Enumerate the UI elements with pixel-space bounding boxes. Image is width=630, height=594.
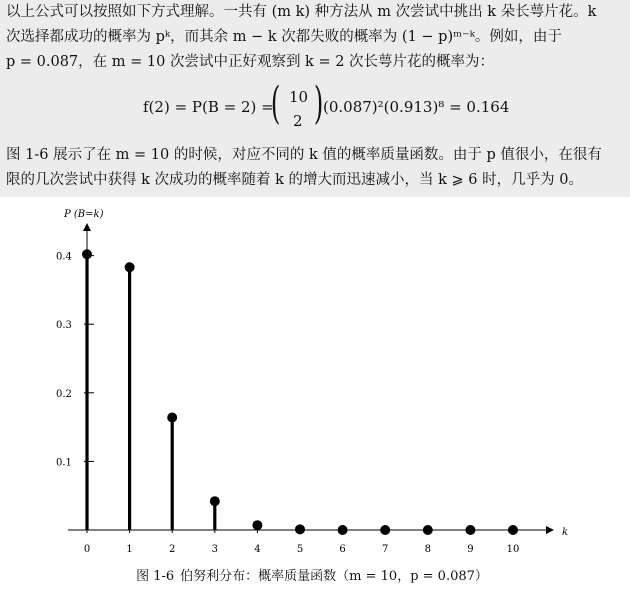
stem-marker-k0 xyxy=(82,249,92,259)
binomial-coefficient xyxy=(270,78,324,136)
x-tick-label: 3 xyxy=(211,544,218,555)
x-tick-label: 6 xyxy=(339,544,346,555)
y-tick-label: 0.3 xyxy=(56,320,72,332)
stem-marks xyxy=(82,249,518,535)
y-axis-arrow xyxy=(83,223,91,231)
paragraph-2 xyxy=(6,143,626,193)
y-tick-label: 0.2 xyxy=(56,388,72,400)
binom-bottom: 2 xyxy=(293,112,303,130)
x-tick-label: 0 xyxy=(83,544,91,555)
para2-line2: 限的几次尝试中获得 k 次成功的概率随着 k 的增大而迅速减小，当 k ⩾ 6 时，几乎为 0。 xyxy=(6,172,583,188)
stem-marker-k7 xyxy=(380,525,390,535)
para1-line3: p = 0.087，在 m = 10 次尝试中正好观察到 k = 2 次长萼片花的概率为： xyxy=(6,54,495,70)
left-paren: ( xyxy=(270,78,281,129)
x-tick-label: 7 xyxy=(382,544,389,555)
x-tick-label: 10 xyxy=(506,544,520,555)
stem-marker-k4 xyxy=(252,520,262,530)
y-tick-label: 0.1 xyxy=(56,457,72,469)
y-tick-label: 0.4 xyxy=(56,251,72,263)
y-axis-title: P (B=k) xyxy=(64,209,104,220)
axes xyxy=(56,209,568,555)
binomial-equation xyxy=(0,78,630,136)
stem-marker-k8 xyxy=(423,525,433,535)
equation-rhs: (0.087)²(0.913)⁸ = 0.164 xyxy=(323,98,510,116)
x-tick-label: 1 xyxy=(126,544,133,555)
equation-lhs: f(2) = P(B = 2) = xyxy=(143,98,274,116)
caption-text: 伯努利分布：概率质量函数（m = 10，p = 0.087） xyxy=(180,569,488,584)
x-tick-label: 5 xyxy=(296,544,304,555)
x-axis-arrow xyxy=(546,526,554,534)
stem-marker-k9 xyxy=(465,525,475,535)
stem-marker-k1 xyxy=(125,262,135,272)
x-tick-label: 8 xyxy=(424,544,431,555)
text-band xyxy=(0,0,630,197)
para1-line2: 次选择都成功的概率为 pᵏ，而其余 m − k 次都失败的概率为 (1 − p)ᵐ⁻ᵏ。例如，由于 xyxy=(6,29,562,45)
x-tick-label: 2 xyxy=(169,544,176,555)
x-tick-label: 9 xyxy=(467,544,474,555)
stem-marker-k3 xyxy=(210,496,220,506)
para1-line1: 以上公式可以按照如下方式理解。一共有 (m k) 种方法从 m 次尝试中挑出 k 朵长萼片花。k xyxy=(6,4,597,20)
stem-marker-k10 xyxy=(508,525,518,535)
stem-marker-k2 xyxy=(167,412,177,422)
figure-caption xyxy=(0,565,630,584)
stem-marker-k6 xyxy=(338,525,348,535)
binom-top: 10 xyxy=(289,88,309,106)
right-paren: ) xyxy=(313,78,324,129)
stem-marker-k5 xyxy=(295,524,305,534)
caption-label: 图 1-6 xyxy=(136,569,175,584)
pmf-stem-chart xyxy=(0,197,630,594)
x-axis-title: k xyxy=(562,527,569,538)
x-tick-label: 4 xyxy=(254,544,261,555)
para2-line1: 图 1-6 展示了在 m = 10 的时候，对应不同的 k 值的概率质量函数。由于 p 值很小，在很有 xyxy=(6,147,602,163)
paragraph-1 xyxy=(6,0,626,75)
